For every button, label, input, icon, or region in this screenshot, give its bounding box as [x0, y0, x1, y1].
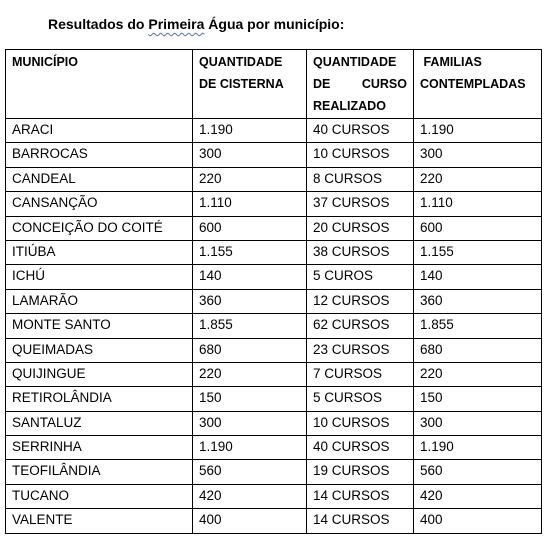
- header-line-justified: [313, 73, 407, 95]
- cursos-cell: 19 CURSOS: [307, 460, 414, 484]
- page-title: [48, 16, 344, 32]
- header-municipio: [6, 50, 193, 119]
- title-spellcheck-word: Primeira: [148, 16, 205, 32]
- cursos-cell: 20 CURSOS: [307, 216, 414, 240]
- familias-cell: 220: [414, 362, 542, 386]
- table-row: [6, 265, 542, 289]
- cursos-cell: 62 CURSOS: [307, 314, 414, 338]
- cursos-cell: 40 CURSOS: [307, 119, 414, 143]
- table-row: [6, 484, 542, 508]
- table-row: [6, 436, 542, 460]
- cisterna-cell: 140: [193, 265, 307, 289]
- municipio-cell: TEOFILÂNDIA: [6, 460, 193, 484]
- table-row: [6, 289, 542, 313]
- cisterna-cell: 300: [193, 411, 307, 435]
- familias-cell: 560: [414, 460, 542, 484]
- municipio-cell: SANTALUZ: [6, 411, 193, 435]
- cisterna-cell: 600: [193, 216, 307, 240]
- table-row: [6, 240, 542, 264]
- header-quantidade-cisterna: [193, 50, 307, 119]
- cisterna-cell: 560: [193, 460, 307, 484]
- table-row: [6, 119, 542, 143]
- table-row: [6, 460, 542, 484]
- municipio-cell: QUEIMADAS: [6, 338, 193, 362]
- familias-cell: 1.190: [414, 119, 542, 143]
- header-familias: [414, 50, 542, 119]
- familias-cell: 300: [414, 411, 542, 435]
- municipio-cell: CONCEIÇÃO DO COITÉ: [6, 216, 193, 240]
- header-word: CURSO: [361, 77, 407, 91]
- table-row: [6, 216, 542, 240]
- cursos-cell: 10 CURSOS: [307, 143, 414, 167]
- header-line: CONTEMPLADAS: [420, 77, 526, 91]
- municipio-cell: BARROCAS: [6, 143, 193, 167]
- header-line: QUANTIDADE: [199, 55, 283, 69]
- cisterna-cell: 1.190: [193, 119, 307, 143]
- familias-cell: 400: [414, 509, 542, 533]
- familias-cell: 150: [414, 387, 542, 411]
- cursos-cell: 5 CURSOS: [307, 387, 414, 411]
- header-line: QUANTIDADE: [313, 55, 397, 69]
- cursos-cell: 8 CURSOS: [307, 167, 414, 191]
- header-line: FAMILIAS: [420, 55, 482, 69]
- municipio-cell: ARACI: [6, 119, 193, 143]
- cisterna-cell: 220: [193, 362, 307, 386]
- familias-cell: 1.155: [414, 240, 542, 264]
- cursos-cell: 38 CURSOS: [307, 240, 414, 264]
- municipio-cell: TUCANO: [6, 484, 193, 508]
- cursos-cell: 5 CUROS: [307, 265, 414, 289]
- cisterna-cell: 1.110: [193, 192, 307, 216]
- familias-cell: 420: [414, 484, 542, 508]
- municipio-cell: RETIROLÂNDIA: [6, 387, 193, 411]
- municipio-cell: VALENTE: [6, 509, 193, 533]
- table-row: [6, 314, 542, 338]
- cisterna-cell: 300: [193, 143, 307, 167]
- cisterna-cell: 680: [193, 338, 307, 362]
- familias-cell: 220: [414, 167, 542, 191]
- municipio-cell: QUIJINGUE: [6, 362, 193, 386]
- header-line: REALIZADO: [313, 99, 386, 113]
- municipio-cell: LAMARÃO: [6, 289, 193, 313]
- table-row: [6, 192, 542, 216]
- cursos-cell: 10 CURSOS: [307, 411, 414, 435]
- header-word: DE: [313, 77, 331, 91]
- municipio-cell: SERRINHA: [6, 436, 193, 460]
- familias-cell: 1.855: [414, 314, 542, 338]
- table-row: [6, 143, 542, 167]
- cisterna-cell: 1.190: [193, 436, 307, 460]
- cisterna-cell: 1.855: [193, 314, 307, 338]
- municipio-cell: CANSANÇÃO: [6, 192, 193, 216]
- municipio-cell: MONTE SANTO: [6, 314, 193, 338]
- table-body: [6, 119, 542, 534]
- municipio-cell: ICHÚ: [6, 265, 193, 289]
- cursos-cell: 14 CURSOS: [307, 484, 414, 508]
- header-line: DE CISTERNA: [199, 77, 284, 91]
- table-row: [6, 362, 542, 386]
- table-row: [6, 509, 542, 533]
- cisterna-cell: 400: [193, 509, 307, 533]
- municipio-cell: ITIÚBA: [6, 240, 193, 264]
- header-line: MUNICÍPIO: [12, 55, 78, 69]
- table-row: [6, 167, 542, 191]
- cisterna-cell: 1.155: [193, 240, 307, 264]
- title-prefix: Resultados do: [48, 16, 149, 32]
- title-suffix: Água por município:: [204, 16, 345, 32]
- cursos-cell: 7 CURSOS: [307, 362, 414, 386]
- familias-cell: 360: [414, 289, 542, 313]
- cursos-cell: 14 CURSOS: [307, 509, 414, 533]
- cisterna-cell: 420: [193, 484, 307, 508]
- table-row: [6, 387, 542, 411]
- cisterna-cell: 150: [193, 387, 307, 411]
- header-row: [6, 50, 542, 119]
- header-quantidade-curso: [307, 50, 414, 119]
- familias-cell: 1.190: [414, 436, 542, 460]
- cursos-cell: 37 CURSOS: [307, 192, 414, 216]
- familias-cell: 300: [414, 143, 542, 167]
- familias-cell: 680: [414, 338, 542, 362]
- table-header: [6, 50, 542, 119]
- municipio-cell: CANDEAL: [6, 167, 193, 191]
- familias-cell: 600: [414, 216, 542, 240]
- cisterna-cell: 220: [193, 167, 307, 191]
- cursos-cell: 40 CURSOS: [307, 436, 414, 460]
- table-row: [6, 411, 542, 435]
- cursos-cell: 23 CURSOS: [307, 338, 414, 362]
- cursos-cell: 12 CURSOS: [307, 289, 414, 313]
- familias-cell: 1.110: [414, 192, 542, 216]
- familias-cell: 140: [414, 265, 542, 289]
- table-row: [6, 338, 542, 362]
- results-table: [5, 49, 542, 534]
- cisterna-cell: 360: [193, 289, 307, 313]
